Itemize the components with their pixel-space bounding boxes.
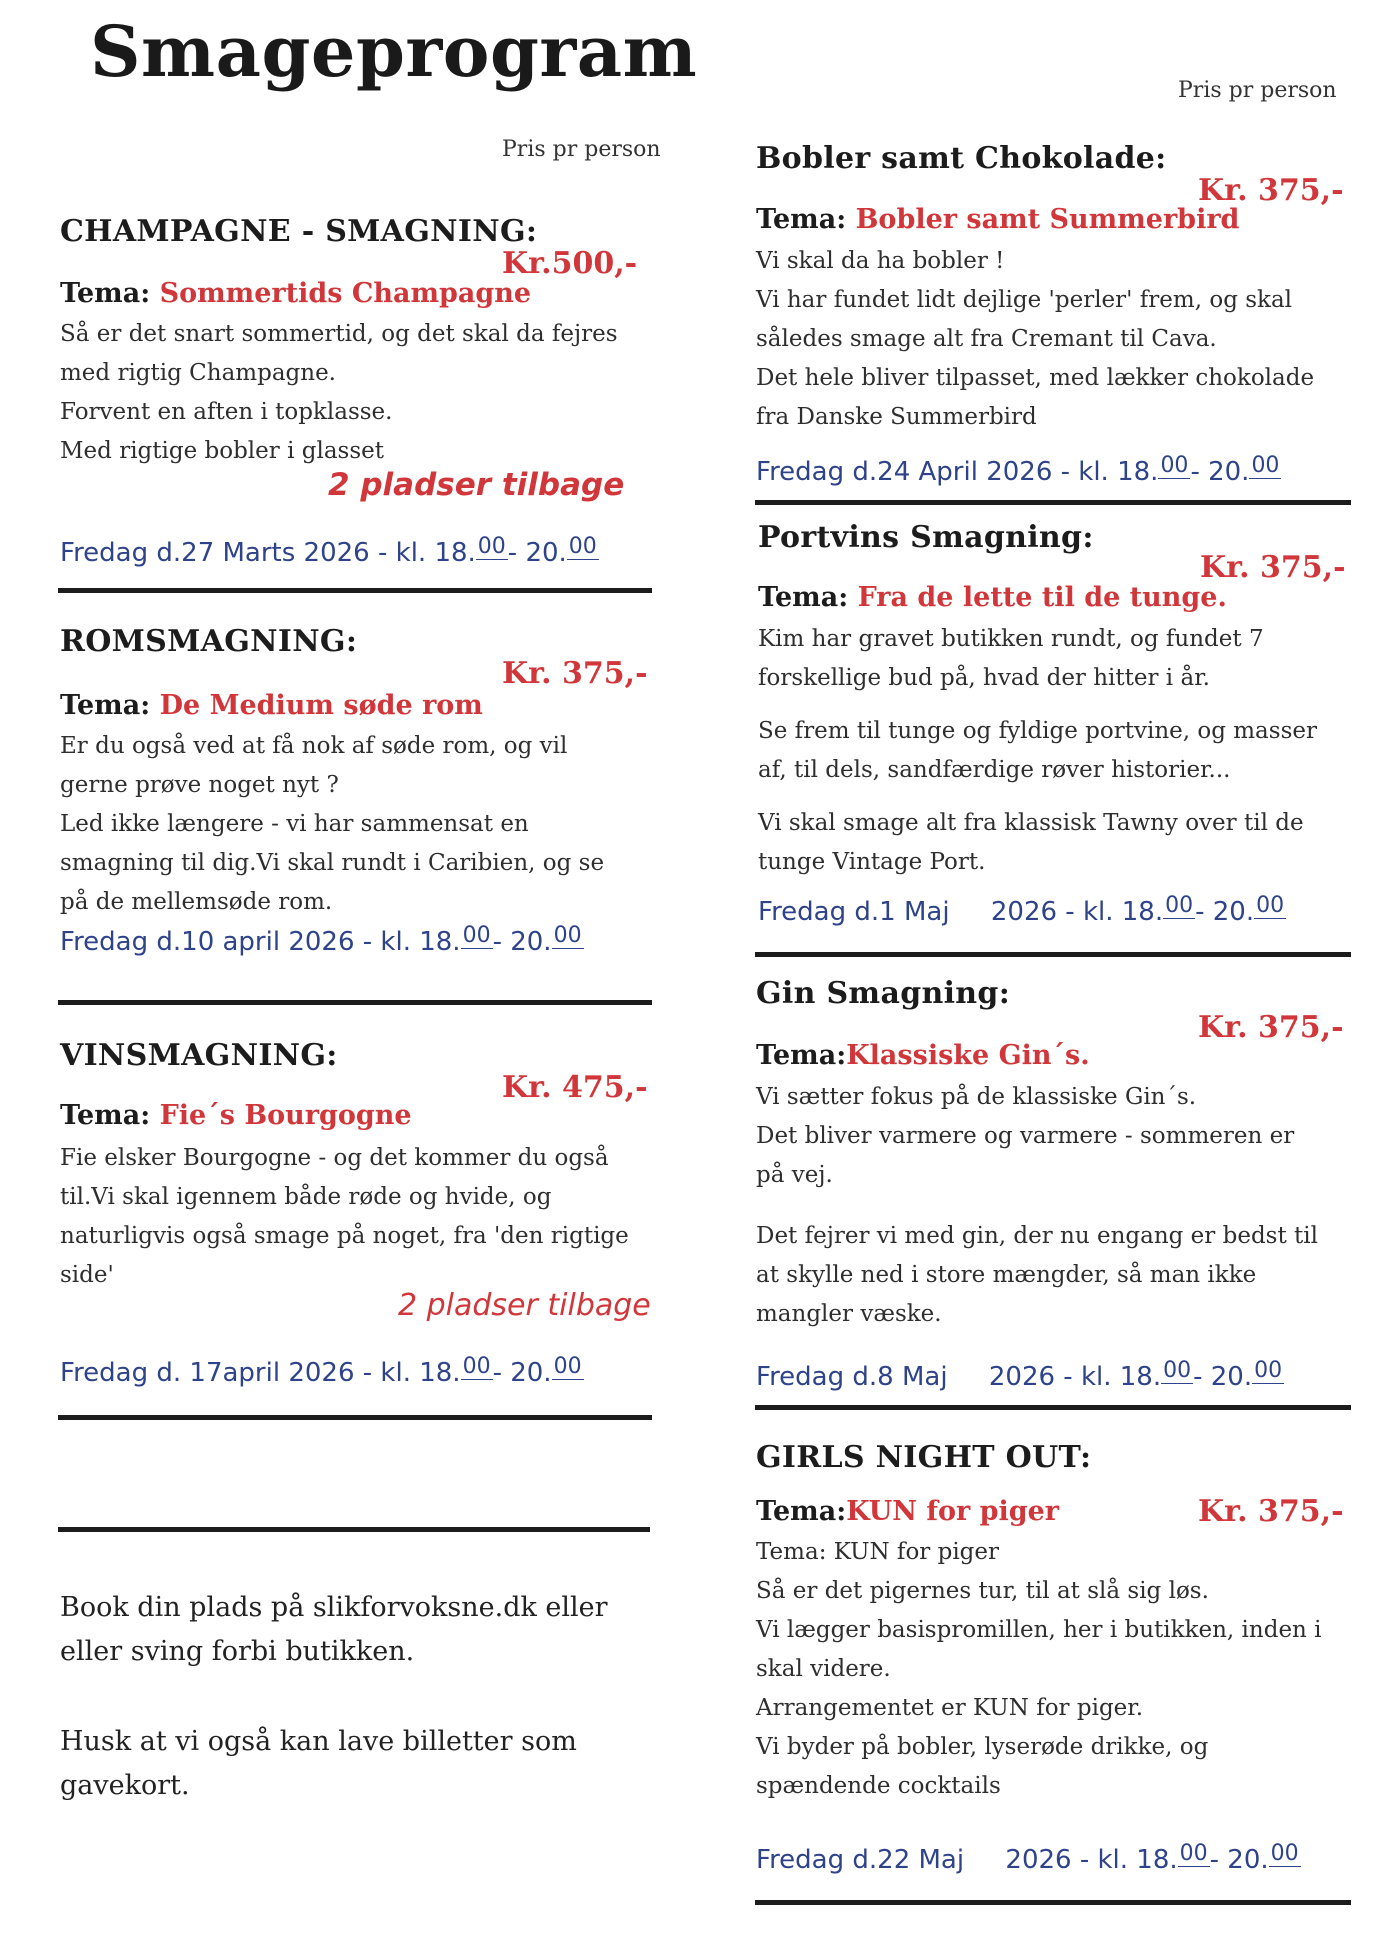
event-heading: Gin Smagning: [756,976,1011,1011]
start-minutes: 00 [462,923,491,948]
page-title: Smageprogram [90,10,698,93]
description-line: Så er det snart sommertid, og det skal da fejres [60,321,618,347]
time-separator: - 20. [492,1358,552,1388]
event-date [758,893,1286,927]
event-date [756,1841,1301,1875]
event-description [758,620,1378,882]
divider [755,952,1351,957]
event-price: Kr. 375,- [1198,1494,1344,1529]
date-text: Fredag d.1 Maj 2026 - kl. 18. [758,897,1164,927]
description-line: gerne prøve noget nyt ? [60,772,339,798]
theme-value: De Medium søde rom [159,690,483,721]
description-line: spændende cocktails [756,1773,1001,1799]
divider [755,1405,1351,1410]
tema-label: Tema: [756,204,847,235]
description-line: Det hele bliver tilpasset, med lækker chokolade [756,365,1315,391]
description-line: på de mellemsøde rom. [60,889,333,915]
event-price: Kr. 475,- [502,1070,648,1105]
theme-value: Fie´s Bourgogne [159,1100,412,1131]
event-theme [60,1100,412,1131]
event-theme [60,690,483,721]
event-theme [756,1040,1090,1071]
tema-label: Tema: [60,690,151,721]
event-price: Kr. 375,- [1198,1010,1344,1045]
event-theme [756,1496,1059,1527]
end-minutes: 00 [1256,893,1285,918]
description-line: smagning til dig.Vi skal rundt i Caribien, og se [60,850,605,876]
divider [58,1527,650,1532]
description-line: Det bliver varmere og varmere - sommeren er [756,1123,1295,1149]
event-heading: Bobler samt Chokolade: [756,141,1167,176]
event-theme [60,278,531,309]
event-description [60,315,660,471]
time-separator: - 20. [1209,1845,1269,1875]
description-line: at skylle ned i store mængder, så man ikke [756,1262,1257,1288]
tema-label: Tema: [756,1496,847,1527]
description-line: Se frem til tunge og fyldige portvine, og masser [758,718,1317,744]
divider [58,1415,652,1420]
price-header-right: Pris pr person [1178,78,1337,103]
end-minutes: 00 [1251,453,1280,478]
event-heading: VINSMAGNING: [60,1038,338,1073]
tema-label: Tema: [756,1040,847,1071]
description-line: Vi lægger basispromillen, her i butikken, inden i [756,1617,1322,1643]
event-heading: ROMSMAGNING: [60,624,358,659]
event-date [60,1354,584,1388]
end-minutes: 00 [553,1354,582,1379]
end-minutes: 00 [1254,1358,1283,1383]
description-line: Med rigtige bobler i glasset [60,438,384,464]
start-minutes: 00 [1165,893,1194,918]
event-description [60,1139,660,1295]
divider [755,500,1351,505]
date-text: Fredag d.22 Maj 2026 - kl. 18. [756,1845,1178,1875]
booking-line: Husk at vi også kan lave billetter som [60,1726,577,1757]
theme-value: Sommertids Champagne [159,278,532,309]
event-description [756,1533,1376,1806]
date-text: Fredag d. 17april 2026 - kl. 18. [60,1358,461,1388]
description-line: Kim har gravet butikken rundt, og fundet 7 [758,626,1264,652]
theme-value: Klassiske Gin´s. [846,1040,1090,1071]
event-heading: CHAMPAGNE - SMAGNING: [60,214,538,249]
start-minutes: 00 [1163,1358,1192,1383]
event-description [756,242,1376,437]
description-line: Vi byder på bobler, lyserøde drikke, og [756,1734,1209,1760]
event-price: Kr. 375,- [502,656,648,691]
description-line: mangler væske. [756,1301,942,1327]
event-price: Kr. 375,- [1200,550,1346,585]
description-line: Vi har fundet lidt dejlige 'perler' frem, og skal [756,287,1293,313]
start-minutes: 00 [1160,453,1189,478]
divider [58,588,652,593]
description-line: Vi sætter fokus på de klassiske Gin´s. [756,1084,1197,1110]
event-description [756,1078,1376,1334]
seats-left-note: 2 pladser tilbage [398,1288,651,1323]
tema-label: Tema: [60,278,151,309]
booking-info [60,1586,660,1808]
description-line: tunge Vintage Port. [758,849,986,875]
description-line: Det fejrer vi med gin, der nu engang er bedst til [756,1223,1318,1249]
price-header-left: Pris pr person [502,137,661,162]
description-line: på vej. [756,1162,833,1188]
description-line: med rigtig Champagne. [60,360,336,386]
event-date [756,1358,1284,1392]
time-separator: - 20. [1190,457,1250,487]
tema-label: Tema: [60,1100,151,1131]
date-text: Fredag d.10 april 2026 - kl. 18. [60,927,461,957]
start-minutes: 00 [462,1354,491,1379]
divider [58,1000,652,1005]
description-line: til.Vi skal igennem både røde og hvide, og [60,1184,552,1210]
booking-line: Book din plads på slikforvoksne.dk eller [60,1592,608,1623]
tema-label: Tema: [758,582,849,613]
description-line: Så er det pigernes tur, til at slå sig løs. [756,1578,1209,1604]
end-minutes: 00 [568,534,597,559]
description-line: Vi skal da ha bobler ! [756,248,1005,274]
event-price: Kr. 375,- [1198,173,1344,208]
event-heading: GIRLS NIGHT OUT: [756,1440,1092,1475]
end-minutes: 00 [1270,1841,1299,1866]
seats-left-note: 2 pladser tilbage [328,467,625,503]
time-separator: - 20. [507,538,567,568]
date-text: Fredag d.24 April 2026 - kl. 18. [756,457,1159,487]
booking-line: eller sving forbi butikken. [60,1636,415,1667]
description-line: fra Danske Summerbird [756,404,1037,430]
booking-line: gavekort. [60,1770,190,1801]
event-heading: Portvins Smagning: [758,520,1094,555]
divider [755,1900,1351,1905]
description-line: forskellige bud på, hvad der hitter i år. [758,665,1210,691]
description-line: Led ikke længere - vi har sammensat en [60,811,529,837]
theme-value: KUN for piger [846,1496,1059,1527]
event-date [60,923,584,957]
event-description [60,727,660,922]
end-minutes: 00 [553,923,582,948]
description-line: naturligvis også smage på noget, fra 'den rigtige [60,1223,629,1249]
time-separator: - 20. [1195,897,1255,927]
description-line: Er du også ved at få nok af søde rom, og vil [60,733,568,759]
time-separator: - 20. [1193,1362,1253,1392]
description-line: side' [60,1262,114,1288]
start-minutes: 00 [477,534,506,559]
description-line: af, til dels, sandfærdige røver historier... [758,757,1231,783]
theme-value: Bobler samt Summerbird [855,204,1240,235]
description-line: Tema: KUN for piger [756,1539,1000,1565]
time-separator: - 20. [492,927,552,957]
event-date [60,534,599,568]
description-line: Forvent en aften i topklasse. [60,399,393,425]
start-minutes: 00 [1179,1841,1208,1866]
date-text: Fredag d.8 Maj 2026 - kl. 18. [756,1362,1162,1392]
event-date [756,453,1281,487]
description-line: Arrangementet er KUN for piger. [756,1695,1144,1721]
date-text: Fredag d.27 Marts 2026 - kl. 18. [60,538,476,568]
theme-value: Fra de lette til de tunge. [857,582,1227,613]
description-line: Fie elsker Bourgogne - og det kommer du også [60,1145,609,1171]
description-line: Vi skal smage alt fra klassisk Tawny over til de [758,810,1304,836]
description-line: således smage alt fra Cremant til Cava. [756,326,1217,352]
event-theme [756,204,1239,235]
event-theme [758,582,1227,613]
event-price: Kr.500,- [502,246,638,281]
description-line: skal videre. [756,1656,891,1682]
